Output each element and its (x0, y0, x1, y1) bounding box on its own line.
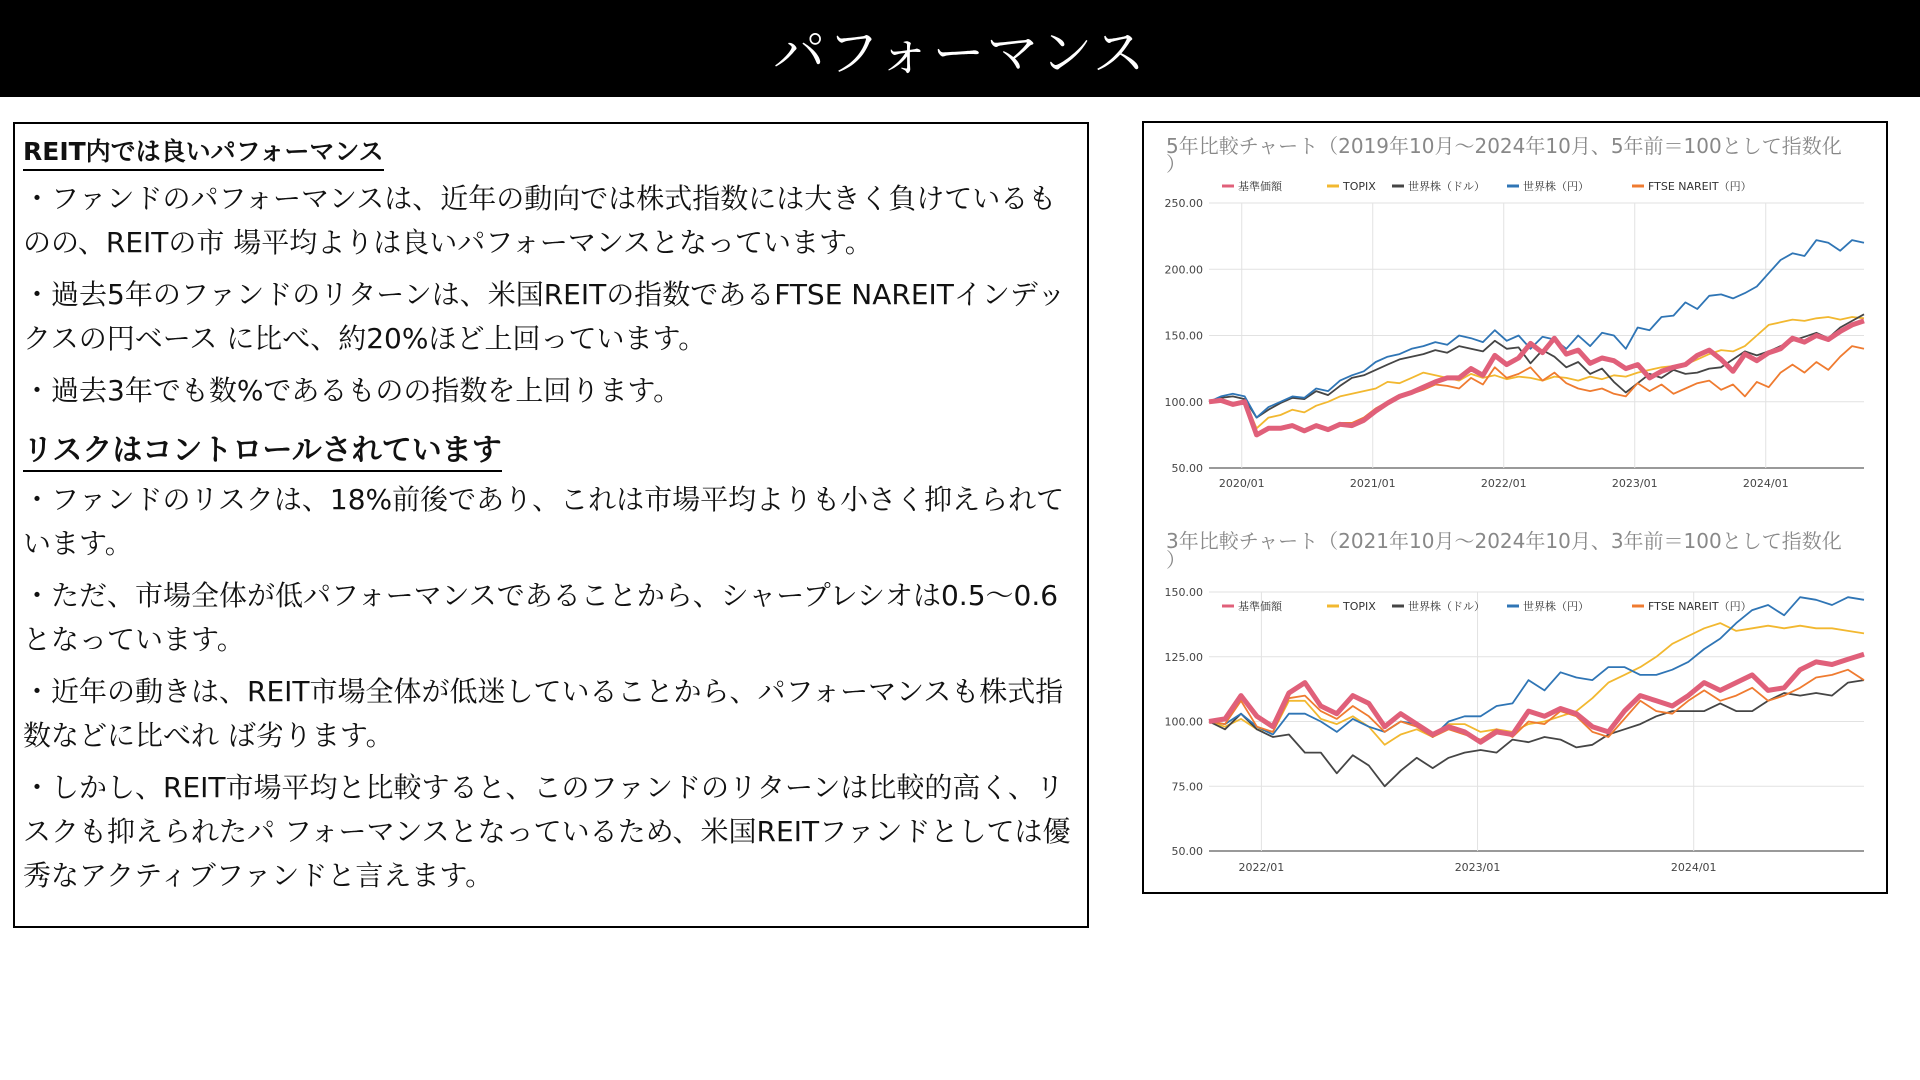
x-tick-label: 2021/01 (1349, 477, 1396, 490)
legend-label: 基準価額 (1238, 600, 1282, 613)
x-tick-label: 2020/01 (1218, 477, 1265, 490)
section-heading-risk: リスクはコントロールされています (23, 425, 502, 472)
y-tick-label: 100.00 (1164, 715, 1203, 729)
chart-title-cont: ） (1166, 152, 1186, 176)
title-bar (0, 0, 1920, 97)
y-tick-label: 50.00 (1171, 462, 1203, 475)
legend-label: 世界株（円） (1523, 180, 1589, 193)
paragraph-6: ・近年の動きは、REIT市場全体が低迷していることから、パフォーマンスも株式指数などに比べれ ば劣ります。 (23, 675, 1064, 752)
x-tick-label: 2023/01 (1611, 477, 1658, 490)
chart-panel (1142, 121, 1888, 894)
y-tick-label: 75.00 (1171, 780, 1203, 794)
paragraph-5: ・ただ、市場全体が低パフォーマンスであることから、シャープレシオは0.5～0.6となっています。 (23, 579, 1059, 656)
y-tick-label: 100.00 (1164, 395, 1203, 409)
legend-label: FTSE NAREIT（円） (1648, 600, 1752, 613)
legend-label: 世界株（ドル） (1408, 600, 1485, 613)
paragraph-7: ・しかし、REIT市場平均と比較すると、このファンドのリターンは比較的高く、リスクも抑えられたパ フォーマンスとなっているため、米国REITファンドとしては優秀なアクティブファンドと言えます。 (23, 771, 1071, 892)
x-tick-label: 2024/01 (1670, 861, 1717, 874)
slide-title: パフォーマンス (773, 24, 1147, 84)
chart-3-year (1165, 529, 1865, 874)
charts-svg (1144, 123, 1886, 892)
text-panel (13, 122, 1089, 928)
y-tick-label: 200.00 (1164, 263, 1203, 277)
x-tick-label: 2024/01 (1742, 477, 1789, 490)
x-tick-label: 2022/01 (1480, 477, 1527, 490)
legend-label: 世界株（ドル） (1408, 180, 1485, 193)
paragraph-2: ・過去5年のファンドのリターンは、米国REITの指数であるFTSE NAREITインデックスの円ベース に比べ、約20%ほど上回っています。 (23, 278, 1066, 355)
y-tick-label: 150.00 (1164, 329, 1203, 343)
series-line-2 (1209, 680, 1864, 786)
legend-label: TOPIX (1343, 180, 1376, 193)
x-tick-label: 2022/01 (1238, 861, 1285, 874)
y-tick-label: 50.00 (1171, 845, 1203, 858)
legend-label: 基準価額 (1238, 180, 1282, 193)
chart-title: 3年比較チャート（2021年10月～2024年10月、3年前＝100として指数化 (1166, 529, 1842, 553)
legend-label: FTSE NAREIT（円） (1648, 180, 1752, 193)
section-heading-performance: REIT内では良いパフォーマンス (23, 132, 384, 171)
chart-title: 5年比較チャート（2019年10月～2024年10月、5年前＝100として指数化 (1166, 134, 1842, 158)
paragraph-3: ・過去3年でも数%であるものの指数を上回ります。 (23, 374, 682, 407)
chart-5-year (1165, 134, 1865, 490)
y-tick-label: 250.00 (1164, 197, 1203, 210)
y-tick-label: 150.00 (1164, 586, 1203, 599)
y-tick-label: 125.00 (1164, 650, 1203, 664)
x-tick-label: 2023/01 (1454, 861, 1501, 874)
paragraph-4: ・ファンドのリスクは、18%前後であり、これは市場平均よりも小さく抑えられています。 (23, 483, 1065, 560)
paragraph-1: ・ファンドのパフォーマンスは、近年の動向では株式指数には大きく負けているものの、REITの市 場平均よりは良いパフォーマンスとなっています。 (23, 182, 1057, 259)
legend-label: TOPIX (1343, 600, 1376, 613)
chart-title-cont: ） (1166, 548, 1186, 572)
legend-label: 世界株（円） (1523, 600, 1589, 613)
